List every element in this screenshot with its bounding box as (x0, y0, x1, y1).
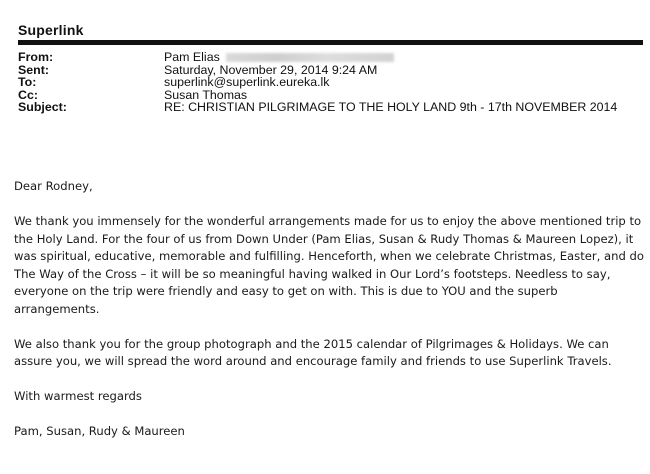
subject-value: RE: CHRISTIAN PILGRIMAGE TO THE HOLY LAND 9th - 17th NOVEMBER 2014 (164, 100, 618, 114)
sent-row (18, 64, 643, 77)
from-value (164, 51, 643, 64)
closing: With warmest regards (14, 389, 142, 403)
cc-value: Susan Thomas (164, 87, 248, 102)
subject-row (18, 101, 643, 114)
email-header (18, 51, 643, 114)
to-label: To: (18, 75, 37, 89)
letter-body (14, 178, 644, 441)
from-label: From: (18, 50, 54, 64)
to-value: superlink@superlink.eureka.lk (164, 75, 330, 89)
cc-label: Cc: (18, 87, 38, 102)
sent-value: Saturday, November 29, 2014 9:24 AM (164, 62, 378, 77)
subject-label: Subject: (18, 100, 67, 114)
paragraph-thanks-photograph: We also thank you for the group photograph and the 2015 calendar of Pilgrimages & Holidays. We can assure you, we will spread the word around and encourage family and friends to use Superlink Travels. (14, 336, 612, 368)
from-row (18, 51, 643, 64)
salutation: Dear Rodney, (14, 179, 93, 193)
signature: Pam, Susan, Rudy & Maureen (14, 424, 185, 438)
organization-name: Superlink (18, 22, 84, 38)
paragraph-thanks-arrangements: We thank you immensely for the wonderful arrangements made for us to enjoy the above mentioned trip to the Holy Land. For the four of us from Down Under (Pam Elias, Susan & Rudy Thomas & Maureen Lopez), it was spiritual, educative, memorable and fulfilling. Henceforth, when we celebrate Christmas, Easter, and do The Way of the Cross – it will be so meaningful having walked in Our Lord’s footsteps. Needless to say, everyone on the trip were friendly and easy to get on with. This is due to YOU and the superb arrangements. (14, 214, 644, 316)
header-divider (18, 40, 643, 45)
to-row (18, 76, 643, 89)
redacted-email-address (226, 53, 394, 62)
from-name: Pam Elias (164, 50, 220, 64)
sent-label: Sent: (18, 62, 49, 77)
